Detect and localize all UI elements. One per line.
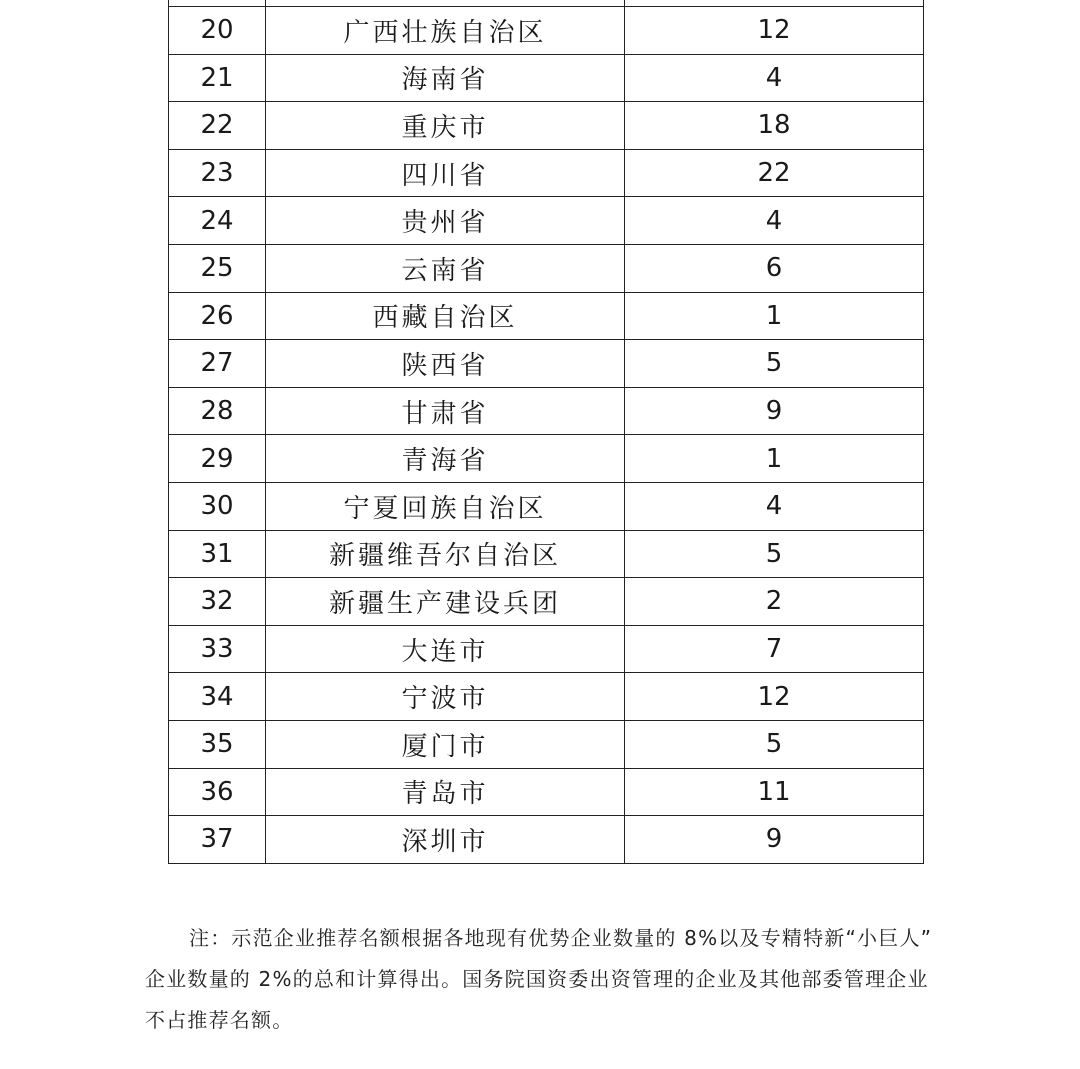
row-index-cell: 33 (169, 625, 266, 673)
row-region-cell: 新疆生产建设兵团 (266, 578, 625, 626)
table-row (169, 197, 924, 245)
footnote-line-1 (145, 918, 945, 959)
row-index-cell: 24 (169, 197, 266, 245)
row-region-cell: 贵州省 (266, 197, 625, 245)
row-index-cell: 27 (169, 340, 266, 388)
row-count-cell: 4 (625, 54, 924, 102)
table-row (169, 720, 924, 768)
quota-table-container (168, 0, 922, 864)
row-index-cell: 21 (169, 54, 266, 102)
row-region-cell: 青海省 (266, 435, 625, 483)
row-index-cell: 28 (169, 387, 266, 435)
row-count-cell: 4 (625, 197, 924, 245)
row-index-cell: 35 (169, 720, 266, 768)
row-region-cell: 云南省 (266, 244, 625, 292)
row-count-cell: 2 (625, 578, 924, 626)
row-region-cell: 西藏自治区 (266, 292, 625, 340)
row-count-cell: 5 (625, 530, 924, 578)
row-index-cell: 34 (169, 673, 266, 721)
table-row (169, 7, 924, 55)
row-count-cell: 1 (625, 435, 924, 483)
row-index-cell: 36 (169, 768, 266, 816)
row-index-cell: 20 (169, 7, 266, 55)
table-row (169, 578, 924, 626)
table-row (169, 482, 924, 530)
table-row (169, 530, 924, 578)
table-row (169, 816, 924, 864)
table-row (169, 673, 924, 721)
table-row (169, 244, 924, 292)
row-count-cell: 1 (625, 292, 924, 340)
row-index-cell: 22 (169, 102, 266, 150)
row-region-cell: 宁夏回族自治区 (266, 482, 625, 530)
table-row (169, 292, 924, 340)
row-index-cell: 25 (169, 244, 266, 292)
table-row (169, 149, 924, 197)
row-count-cell: 12 (625, 7, 924, 55)
footnote-line-3: 不占推荐名额。 (145, 1008, 294, 1032)
row-index-cell: 32 (169, 578, 266, 626)
row-count-cell: 22 (625, 149, 924, 197)
row-index-cell: 29 (169, 435, 266, 483)
row-region-cell: 宁波市 (266, 673, 625, 721)
row-region-cell: 厦门市 (266, 720, 625, 768)
row-index-cell: 30 (169, 482, 266, 530)
row-count-cell: 11 (625, 768, 924, 816)
row-count-cell: 12 (625, 673, 924, 721)
table-row (169, 102, 924, 150)
row-count-cell: 4 (625, 482, 924, 530)
row-region-cell: 海南省 (266, 54, 625, 102)
row-region-cell: 深圳市 (266, 816, 625, 864)
row-count-cell: 9 (625, 816, 924, 864)
quota-table-body (169, 0, 924, 863)
row-region-cell: 重庆市 (266, 102, 625, 150)
row-count-cell: 6 (625, 244, 924, 292)
table-row (169, 340, 924, 388)
row-region-cell: 甘肃省 (266, 387, 625, 435)
row-region-cell: 四川省 (266, 149, 625, 197)
row-region-cell: 新疆维吾尔自治区 (266, 530, 625, 578)
row-count-cell: 5 (625, 340, 924, 388)
footnote-text-1: 注：示范企业推荐名额根据各地现有优势企业数量的 8%以及专精特新“小巨人” (189, 926, 933, 950)
row-count-cell: 5 (625, 720, 924, 768)
table-row (169, 625, 924, 673)
table-row (169, 387, 924, 435)
row-index-cell: 23 (169, 149, 266, 197)
row-region-cell: 陕西省 (266, 340, 625, 388)
footnote-line-2: 企业数量的 2%的总和计算得出。国务院国资委出资管理的企业及其他部委管理企业 (145, 967, 929, 991)
row-index-cell: 26 (169, 292, 266, 340)
row-index-cell: 37 (169, 816, 266, 864)
row-region-cell: 广西壮族自治区 (266, 7, 625, 55)
table-row (169, 435, 924, 483)
quota-table (168, 0, 924, 864)
table-row (169, 54, 924, 102)
table-row (169, 768, 924, 816)
row-index-cell: 31 (169, 530, 266, 578)
row-count-cell: 7 (625, 625, 924, 673)
row-region-cell: 大连市 (266, 625, 625, 673)
row-count-cell: 18 (625, 102, 924, 150)
row-count-cell: 9 (625, 387, 924, 435)
footnote (145, 918, 945, 1041)
row-region-cell: 青岛市 (266, 768, 625, 816)
